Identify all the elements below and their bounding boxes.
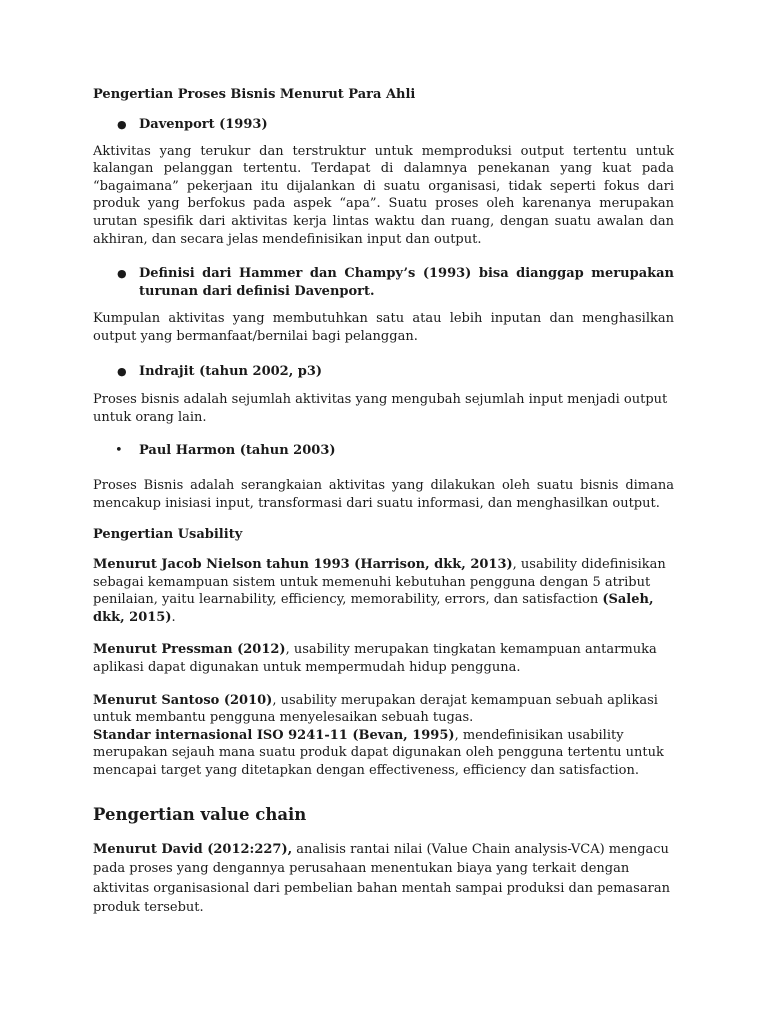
bullet-heading: Definisi dari Hammer dan Champy’s (1993) bisa dianggap merupakan turunan dari definisi Davenport. — [139, 266, 674, 299]
paragraph-pressman — [93, 641, 674, 676]
paragraph-davenport: Aktivitas yang terukur dan terstruktur untuk memproduksi output tertentu untuk kalangan pelanggan tertentu. Terdapat di dalamnya penekanan yang kuat pada “bagaimana” pekerjaan itu dijalankan di suatu organisasi, tidak seperti fokus dari produk yang berfokus pada aspek “apa”. Suatu proses oleh karenanya merupakan urutan spesifik dari aktivitas kerja lintas waktu dan ruang, dengan suatu awalan dan akhiran, dan secara jelas mendefinisikan input dan output. — [93, 143, 674, 247]
citation-lead: Standar internasional ISO 9241-11 (Bevan, 1995) — [93, 727, 455, 743]
bullet-item-hammer-champy — [93, 265, 674, 300]
citation-inline: (Saleh, dkk, 2015) — [93, 592, 654, 625]
paragraph-santoso — [93, 692, 674, 727]
paragraph-text: , usability merupakan derajat kemampuan sebuah aplikasi untuk membantu pengguna menyelesaikan sebuah tugas. — [93, 692, 658, 726]
bullet-heading: Indrajit (tahun 2002, p3) — [139, 363, 323, 379]
paragraph-david — [93, 840, 674, 918]
bullet-icon: ● — [117, 118, 127, 131]
paragraph-hammer-champy: Kumpulan aktivitas yang membutuhkan satu atau lebih inputan dan menghasilkan output yang bermanfaat/bernilai bagi pelanggan. — [93, 311, 674, 344]
bullet-icon: ● — [117, 364, 127, 378]
bullet-heading: Paul Harmon (tahun 2003) — [139, 443, 336, 459]
paragraph-indrajit: Proses bisnis adalah sejumlah aktivitas yang mengubah sejumlah input menjadi output untuk orang lain. — [93, 392, 668, 425]
paragraph-text: , usability didefinisikan sebagai kemampuan sistem untuk memenuhi kebutuhan pengguna dengan 5 atribut penilaian, yaitu learnability, efficiency, memorability, errors, dan satisfaction — [93, 557, 666, 608]
bullet-icon: • — [115, 443, 123, 459]
citation-lead: Menurut Jacob Nielson tahun 1993 (Harrison, dkk, 2013) — [93, 557, 513, 573]
document-page — [93, 86, 674, 918]
bullet-icon: ● — [117, 267, 127, 281]
bullet-item-davenport — [93, 116, 674, 134]
paragraph-paul-harmon: Proses Bisnis adalah serangkaian aktivitas yang dilakukan oleh suatu bisnis dimana mencakup inisiasi input, transformasi dari suatu informasi, dan menghasilkan output. — [93, 477, 674, 511]
paragraph-text: , mendefinisikan usability merupakan sejauh mana suatu produk dapat digunakan oleh pengguna tertentu untuk mencapai target yang ditetapkan dengan effectiveness, efficiency dan satisfaction. — [93, 727, 664, 779]
citation-lead: Menurut Pressman (2012) — [93, 642, 286, 658]
section-title-proses-bisnis: Pengertian Proses Bisnis Menurut Para Ahli — [93, 87, 416, 102]
paragraph-iso — [93, 727, 674, 780]
paragraph-end: . — [171, 609, 176, 625]
bullet-item-paul-harmon — [93, 442, 674, 460]
bullet-item-indrajit — [93, 363, 674, 381]
paragraph-nielson — [93, 556, 674, 626]
citation-lead: Menurut Santoso (2010) — [93, 692, 273, 708]
paragraph-text: , usability merupakan tingkatan kemampuan antarmuka aplikasi dapat digunakan untuk mempermudah hidup pengguna. — [93, 642, 657, 676]
bullet-heading: Davenport (1993) — [139, 117, 268, 132]
paragraph-text: analisis rantai nilai (Value Chain analysis-VCA) mengacu pada proses yang dengannya perusahaan menentukan biaya yang terkait dengan aktivitas organisasional dari pembelian bahan mentah sampai produksi dan pemasaran produk tersebut. — [93, 841, 670, 916]
section-title-value-chain: Pengertian value chain — [93, 804, 307, 824]
citation-lead: Menurut David (2012:227), — [93, 841, 293, 857]
section-title-usability: Pengertian Usability — [93, 527, 243, 543]
